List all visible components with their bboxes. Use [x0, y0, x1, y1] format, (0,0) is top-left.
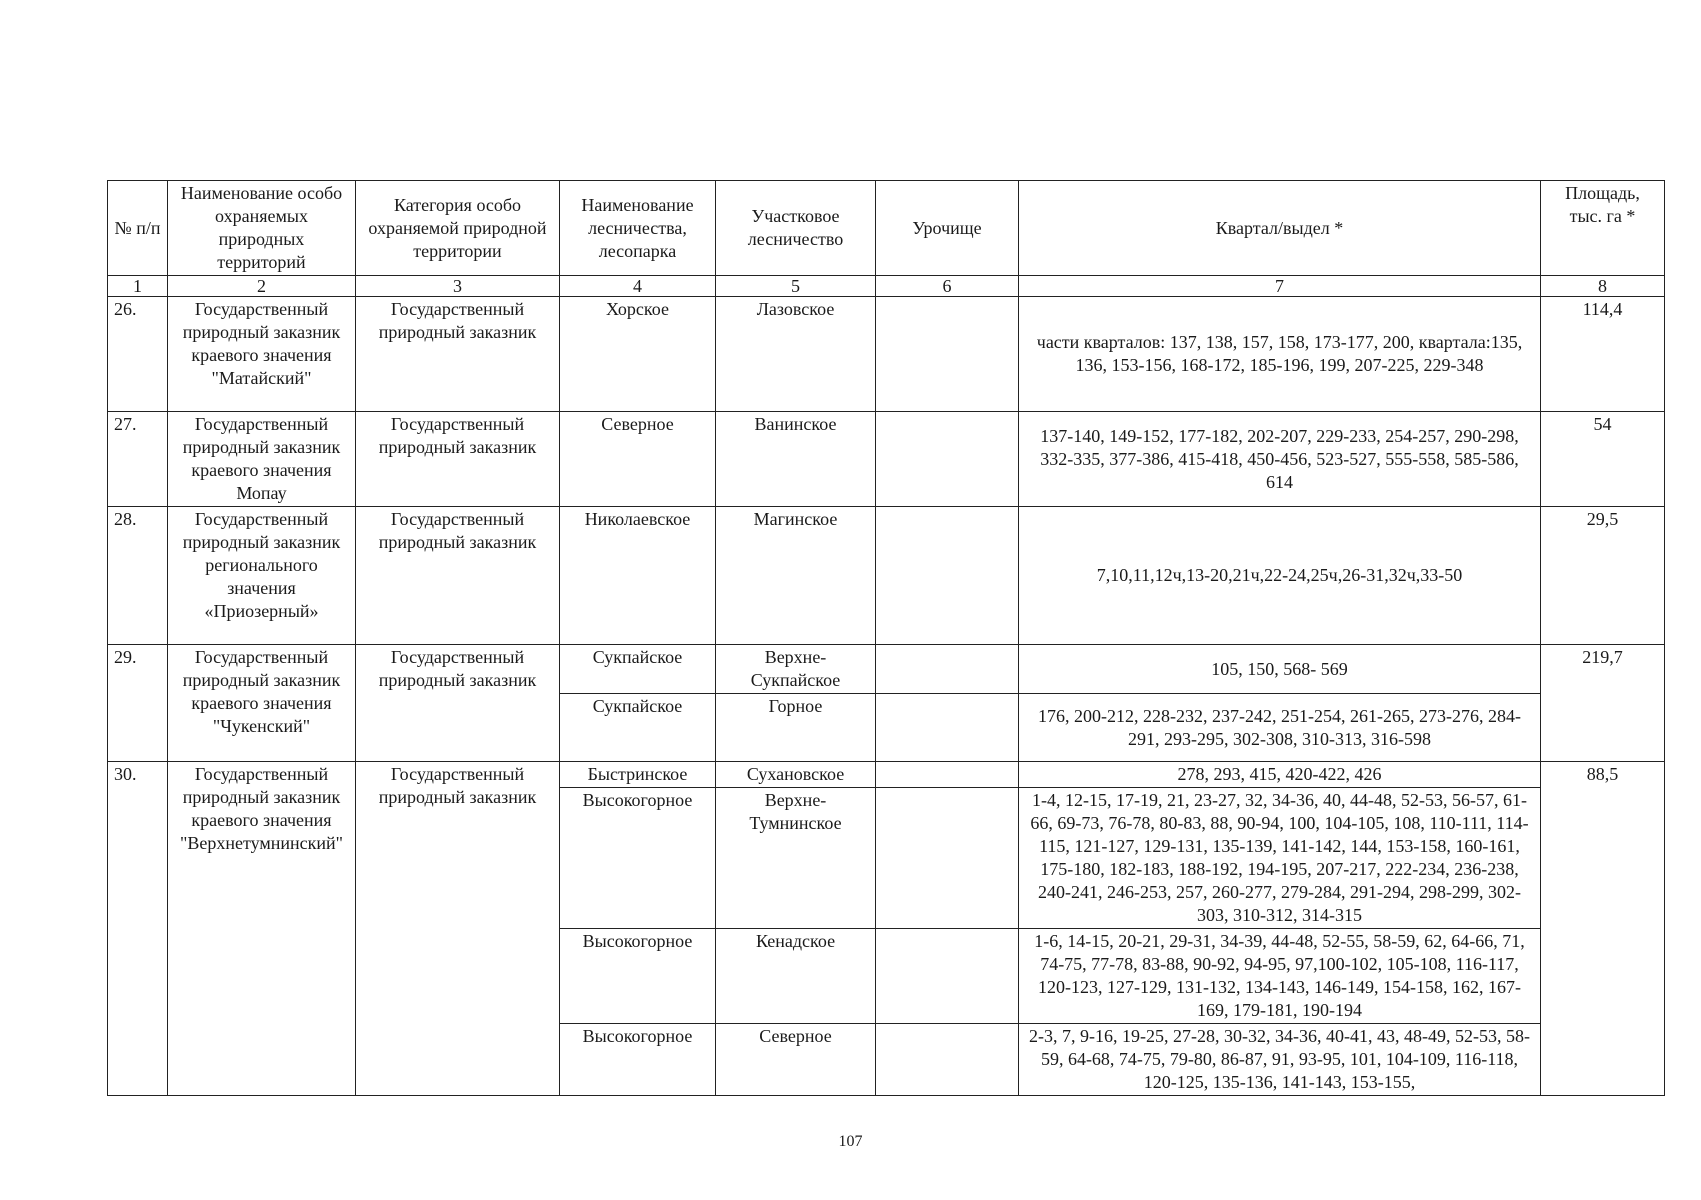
page-number: 107 — [838, 1133, 863, 1150]
blocks-cell: части кварталов: 137, 138, 157, 158, 173-177, 200, квартала:135, 136, 153-156, 168-172, 185-196, 199, 207-225, 229-348 — [1019, 297, 1541, 412]
row-number-cell: 28. — [108, 507, 168, 645]
forestry-cell: Высокогорное — [560, 788, 716, 929]
forestry-cell: Северное — [560, 412, 716, 507]
category-cell: Государственный природный заказник — [356, 762, 560, 1096]
category-cell: Государственный природный заказник — [356, 645, 560, 762]
forestry-cell: Сукпайское — [560, 694, 716, 762]
column-number-cell: 3 — [356, 276, 560, 297]
row-number-cell: 26. — [108, 297, 168, 412]
table-row — [108, 297, 1665, 412]
column-number-cell: 1 — [108, 276, 168, 297]
blocks-cell: 278, 293, 415, 420-422, 426 — [1019, 762, 1541, 788]
header-cell: Урочище — [876, 181, 1019, 276]
table-row — [108, 507, 1665, 645]
area-cell: 54 — [1541, 412, 1665, 507]
category-cell: Государственный природный заказник — [356, 412, 560, 507]
area-name-cell: Государственный природный заказник краевого значения "Матайский" — [168, 297, 356, 412]
column-number-cell: 6 — [876, 276, 1019, 297]
blocks-cell: 105, 150, 568- 569 — [1019, 645, 1541, 694]
table-row — [108, 412, 1665, 507]
area-name-cell: Государственный природный заказник краевого значения Мопау — [168, 412, 356, 507]
header-cell: Участковое лесничество — [716, 181, 876, 276]
district-forestry-cell: Верхне-Тумнинское — [716, 788, 876, 929]
column-number-row — [108, 276, 1665, 297]
table-row — [108, 645, 1665, 694]
category-cell: Государственный природный заказник — [356, 297, 560, 412]
header-cell: № п/п — [108, 181, 168, 276]
column-number-cell: 8 — [1541, 276, 1665, 297]
forestry-cell: Николаевское — [560, 507, 716, 645]
forestry-cell: Сукпайское — [560, 645, 716, 694]
blocks-cell: 1-4, 12-15, 17-19, 21, 23-27, 32, 34-36, 40, 44-48, 52-53, 56-57, 61-66, 69-73, 76-78, 80-83, 88, 90-94, 100, 104-105, 108, 110-111, 114-115, 121-127, 129-131, 135-139, 141-142, 144, 153-158, 160-161, 175-180, 182-183, 188-192, 194-195, 207-217, 222-234, 236-238, 240-241, 246-253, 257, 260-277, 279-284, 291-294, 298-299, 302-303, 310-312, 314-315 — [1019, 788, 1541, 929]
area-cell: 114,4 — [1541, 297, 1665, 412]
tract-cell — [876, 412, 1019, 507]
area-name-cell: Государственный природный заказник краевого значения "Верхнетумнинский" — [168, 762, 356, 1096]
forestry-cell: Высокогорное — [560, 1024, 716, 1096]
header-cell: Квартал/выдел * — [1019, 181, 1541, 276]
tract-cell — [876, 762, 1019, 788]
tract-cell — [876, 1024, 1019, 1096]
district-forestry-cell: Верхне-Сукпайское — [716, 645, 876, 694]
tract-cell — [876, 645, 1019, 694]
district-forestry-cell: Ванинское — [716, 412, 876, 507]
blocks-cell: 7,10,11,12ч,13-20,21ч,22-24,25ч,26-31,32ч,33-50 — [1019, 507, 1541, 645]
column-number-cell: 2 — [168, 276, 356, 297]
tract-cell — [876, 297, 1019, 412]
area-name-cell: Государственный природный заказник краевого значения "Чукенский" — [168, 645, 356, 762]
header-cell: Площадь, тыс. га * — [1541, 181, 1665, 276]
district-forestry-cell: Северное — [716, 1024, 876, 1096]
tract-cell — [876, 929, 1019, 1024]
header-row — [108, 181, 1665, 276]
column-number-cell: 5 — [716, 276, 876, 297]
category-cell: Государственный природный заказник — [356, 507, 560, 645]
area-cell: 219,7 — [1541, 645, 1665, 762]
row-number-cell: 30. — [108, 762, 168, 1096]
forestry-cell: Высокогорное — [560, 929, 716, 1024]
row-number-cell: 27. — [108, 412, 168, 507]
district-forestry-cell: Лазовское — [716, 297, 876, 412]
forestry-cell: Быстринское — [560, 762, 716, 788]
district-forestry-cell: Горное — [716, 694, 876, 762]
header-cell: Наименование особо охраняемых природных территорий — [168, 181, 356, 276]
blocks-cell: 1-6, 14-15, 20-21, 29-31, 34-39, 44-48, 52-55, 58-59, 62, 64-66, 71, 74-75, 77-78, 83-88, 90-92, 94-95, 97,100-102, 105-108, 116-117, 120-123, 127-129, 131-132, 134-143, 146-149, 154-158, 162, 167-169, 179-181, 190-194 — [1019, 929, 1541, 1024]
blocks-cell: 176, 200-212, 228-232, 237-242, 251-254, 261-265, 273-276, 284-291, 293-295, 302-308, 310-313, 316-598 — [1019, 694, 1541, 762]
tract-cell — [876, 788, 1019, 929]
blocks-cell: 137-140, 149-152, 177-182, 202-207, 229-233, 254-257, 290-298, 332-335, 377-386, 415-418, 450-456, 523-527, 555-558, 585-586, 614 — [1019, 412, 1541, 507]
forestry-cell: Хорское — [560, 297, 716, 412]
tract-cell — [876, 507, 1019, 645]
district-forestry-cell: Магинское — [716, 507, 876, 645]
table-row — [108, 762, 1665, 788]
area-name-cell: Государственный природный заказник регионального значения «Приозерный» — [168, 507, 356, 645]
district-forestry-cell: Кенадское — [716, 929, 876, 1024]
header-cell: Категория особо охраняемой природной территории — [356, 181, 560, 276]
header-cell: Наименование лесничества, лесопарка — [560, 181, 716, 276]
area-cell: 29,5 — [1541, 507, 1665, 645]
protected-areas-table — [107, 180, 1665, 1096]
tract-cell — [876, 694, 1019, 762]
column-number-cell: 4 — [560, 276, 716, 297]
row-number-cell: 29. — [108, 645, 168, 762]
area-cell: 88,5 — [1541, 762, 1665, 1096]
blocks-cell: 2-3, 7, 9-16, 19-25, 27-28, 30-32, 34-36, 40-41, 43, 48-49, 52-53, 58-59, 64-68, 74-75, 79-80, 86-87, 91, 93-95, 101, 104-109, 116-118, 120-125, 135-136, 141-143, 153-155, — [1019, 1024, 1541, 1096]
column-number-cell: 7 — [1019, 276, 1541, 297]
district-forestry-cell: Сухановское — [716, 762, 876, 788]
